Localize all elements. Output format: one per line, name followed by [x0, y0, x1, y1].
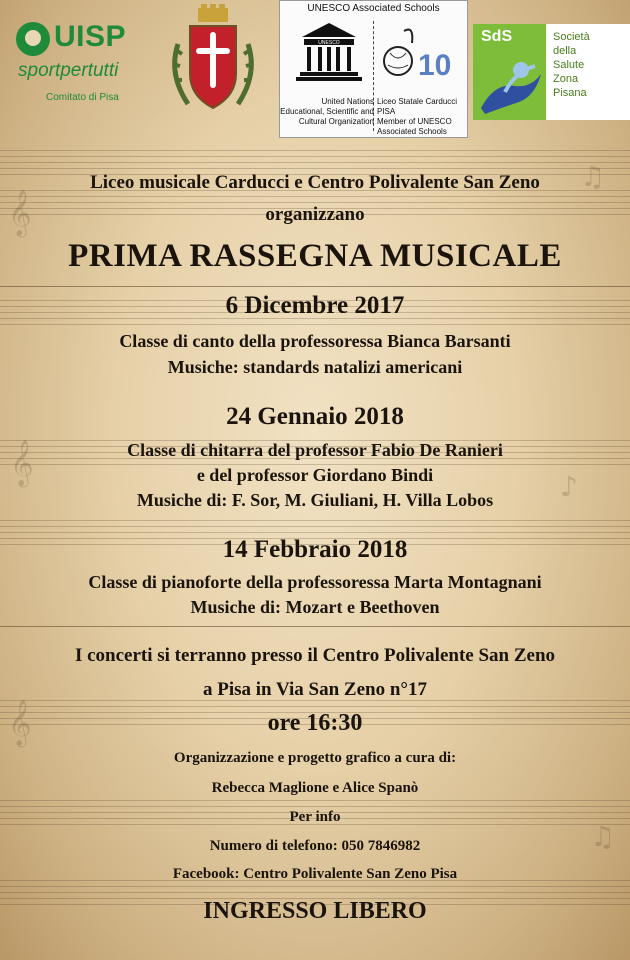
divider [0, 626, 630, 627]
staff-lines [0, 150, 630, 174]
music-note-icon: ♫ [580, 160, 606, 193]
venue-line: I concerti si terranno presso il Centro Polivalente San Zeno [74, 645, 556, 666]
credits-label: Organizzazione e progetto grafico a cura di: [173, 750, 457, 766]
treble-clef-icon: 𝄞 [8, 190, 32, 236]
sds-name: SdS [481, 28, 513, 45]
divider [0, 286, 630, 287]
uisp-logo [16, 20, 146, 110]
event-date: 24 Gennaio 2018 [226, 403, 404, 430]
unesco-temple-icon [294, 21, 364, 81]
sds-text-line: Salute [553, 59, 585, 71]
phone-number: Numero di telefono: 050 7846982 [209, 838, 421, 854]
event-line: Musiche: standards natalizi americani [167, 357, 463, 377]
unesco-header: UNESCO Associated Schools [307, 3, 440, 14]
sds-text-line: Pisana [553, 87, 587, 99]
event-time: ore 16:30 [267, 710, 363, 736]
caption-line: Educational, Scientific and [280, 107, 374, 116]
unesco-caption-right [377, 97, 465, 137]
event-line: Musiche di: F. Sor, M. Giuliani, H. Villa Lobos [136, 490, 494, 510]
caption-line: Associated Schools [377, 127, 447, 136]
uisp-tagline: sportpertutti [18, 60, 119, 81]
venue-address: a Pisa in Via San Zeno n°17 [202, 679, 428, 700]
music-note-icon: ♫ [590, 820, 616, 853]
uisp-name: UISP [54, 20, 127, 53]
caption-line: Member of UNESCO [377, 117, 452, 126]
uisp-subtitle: Comitato di Pisa [46, 92, 119, 103]
caption-line: Cultural Organization [298, 117, 374, 126]
caption-line: Liceo Statale Carducci PISA [377, 97, 458, 116]
treble-clef-icon: 𝄞 [10, 440, 34, 486]
organize-verb: organizzano [265, 204, 365, 225]
unesco-logo [279, 0, 468, 138]
event-date: 14 Febbraio 2018 [222, 536, 408, 563]
sds-figure-icon [475, 52, 547, 118]
event-line: Classe di canto della professoressa Bianca Barsanti [119, 331, 511, 351]
event-line: e del professor Giordano Bindi [196, 465, 434, 485]
carducci-emblem-icon [382, 23, 462, 89]
organizers-line: Liceo musicale Carducci e Centro Polivalente San Zeno [90, 172, 540, 193]
event-line: Classe di pianoforte della professoressa Marta Montagnani [88, 572, 542, 592]
page-title: PRIMA RASSEGNA MUSICALE [68, 238, 562, 274]
sds-logo [473, 24, 630, 120]
sds-text [553, 30, 590, 100]
facebook-page: Facebook: Centro Polivalente San Zeno Pisa [172, 866, 458, 882]
free-entry: INGRESSO LIBERO [203, 898, 427, 924]
svg-text:UNESCO: UNESCO [318, 40, 340, 46]
event-line: Classe di chitarra del professor Fabio De Ranieri [127, 440, 503, 460]
caption-line: United Nations [321, 97, 374, 106]
pisa-cross-crest-icon [168, 4, 258, 116]
info-label: Per info [289, 809, 341, 825]
treble-clef-icon: 𝄞 [8, 700, 32, 746]
music-note-icon: ♪ [560, 470, 578, 503]
event-date: 6 Dicembre 2017 [225, 292, 405, 319]
sds-text-line: Società [553, 31, 590, 43]
svg-text:10: 10 [418, 49, 452, 82]
credits-names: Rebecca Maglione e Alice Spanò [211, 780, 419, 796]
unesco-caption-left [280, 97, 374, 127]
sds-text-line: della [553, 45, 577, 57]
event-line: Musiche di: Mozart e Beethoven [190, 597, 440, 617]
uisp-emblem-icon [16, 22, 50, 56]
sds-text-line: Zona [553, 73, 579, 85]
logo-bar [0, 0, 630, 140]
